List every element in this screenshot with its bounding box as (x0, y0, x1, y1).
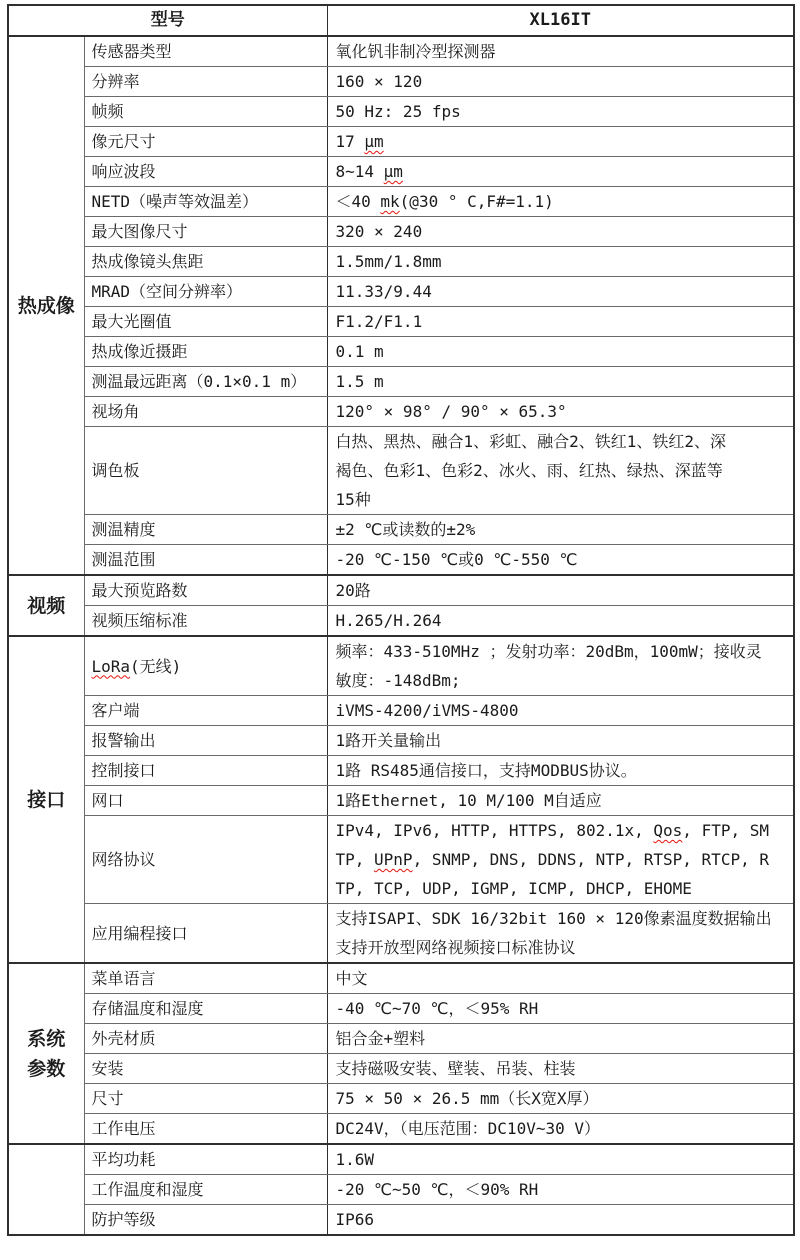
spec-value-cell: -20 ℃~50 ℃，＜90% RH (327, 1175, 794, 1205)
spec-row (8, 67, 794, 97)
spec-value-line: 15种 (335, 490, 371, 509)
spec-value-cell: H.265/H.264 (327, 606, 794, 637)
spec-value-cell: IPv4, IPv6, HTTP, HTTPS, 802.1x, Qos, FTP, SMTP, UPnP, SNMP, DNS, DDNS, NTP, RTSP, RTCP, RTP, TCP, UDP, IGMP, ICMP, DHCP, EHOME (327, 816, 794, 904)
spec-value-cell: DC24V，（电压范围：DC10V~30 V） (327, 1114, 794, 1145)
spec-row (8, 247, 794, 277)
spec-name-cell: 工作电压 (84, 1114, 327, 1145)
spec-name-cell: 传感器类型 (84, 36, 327, 67)
spec-name-cell: 最大预览路数 (84, 575, 327, 606)
spec-value-cell: 1路Ethernet, 10 M/100 M自适应 (327, 786, 794, 816)
spec-value-cell: 1.5mm/1.8mm (327, 247, 794, 277)
spec-row (8, 1084, 794, 1114)
spec-value-cell: IP66 (327, 1205, 794, 1236)
spec-row (8, 1054, 794, 1084)
misspelling-underline: Qos (653, 821, 683, 840)
spec-name-cell: 分辨率 (84, 67, 327, 97)
spec-name-cell: 网口 (84, 786, 327, 816)
spec-value-cell: F1.2/F1.1 (327, 307, 794, 337)
spec-value-cell: -40 ℃~70 ℃，＜95% RH (327, 994, 794, 1024)
spec-row (8, 307, 794, 337)
spec-value-cell: 中文 (327, 963, 794, 994)
spec-row (8, 127, 794, 157)
spec-row (8, 277, 794, 307)
spec-row (8, 816, 794, 904)
spec-name-cell: 调色板 (84, 427, 327, 515)
misspelling-underline: UPnP (374, 850, 413, 869)
spec-name-cell: 像元尺寸 (84, 127, 327, 157)
model-value-cell: XL16IT (327, 5, 794, 36)
spec-name-cell: 安装 (84, 1054, 327, 1084)
group-label-line: 接口 (27, 788, 66, 811)
spec-value-cell: 320 × 240 (327, 217, 794, 247)
group-cell-power-environment (8, 1144, 84, 1235)
spec-value-line: 褐色、色彩1、色彩2、冰火、雨、红热、绿热、深蓝等 (335, 461, 723, 480)
spec-value-cell: 75 × 50 × 26.5 mm（长X宽X厚） (327, 1084, 794, 1114)
spec-name-cell: 报警输出 (84, 726, 327, 756)
spec-value-cell: 11.33/9.44 (327, 277, 794, 307)
spec-row (8, 963, 794, 994)
spec-name-cell: 存储温度和湿度 (84, 994, 327, 1024)
spec-name-cell: 热成像镜头焦距 (84, 247, 327, 277)
spec-name-cell: 菜单语言 (84, 963, 327, 994)
spec-row (8, 636, 794, 696)
spec-name-cell: MRAD（空间分辨率） (84, 277, 327, 307)
spec-name-cell: 测温精度 (84, 515, 327, 545)
spec-row (8, 786, 794, 816)
spec-row (8, 187, 794, 217)
spec-row (8, 427, 794, 515)
spec-row (8, 575, 794, 606)
spec-name-cell: 热成像近摄距 (84, 337, 327, 367)
spec-name-cell: NETD（噪声等效温差） (84, 187, 327, 217)
spec-row (8, 994, 794, 1024)
spec-name-cell: 视场角 (84, 397, 327, 427)
group-label-line: 热成像 (17, 294, 75, 317)
group-cell-thermal-imaging (8, 36, 84, 575)
spec-value-cell: ±2 ℃或读数的±2% (327, 515, 794, 545)
spec-name-cell: 外壳材质 (84, 1024, 327, 1054)
spec-row (8, 1114, 794, 1145)
spec-value-cell (327, 427, 794, 515)
spec-row (8, 726, 794, 756)
spec-value-cell: ＜40 mk(@30 ° C,F#=1.1) (327, 187, 794, 217)
spec-value-cell: 0.1 m (327, 337, 794, 367)
spec-row (8, 756, 794, 786)
spec-name-cell: 尺寸 (84, 1084, 327, 1114)
spec-value-cell: iVMS-4200/iVMS-4800 (327, 696, 794, 726)
spec-row (8, 157, 794, 187)
group-label-line: 参数 (27, 1057, 66, 1080)
spec-row (8, 606, 794, 637)
spec-row (8, 515, 794, 545)
spec-value-cell: 160 × 120 (327, 67, 794, 97)
spec-value-cell: -20 ℃-150 ℃或0 ℃-550 ℃ (327, 545, 794, 576)
spec-value-cell: 50 Hz: 25 fps (327, 97, 794, 127)
spec-value-cell: 1路 RS485通信接口，支持MODBUS协议。 (327, 756, 794, 786)
spec-row (8, 217, 794, 247)
spec-row (8, 97, 794, 127)
spec-row (8, 545, 794, 576)
spec-row (8, 904, 794, 964)
spec-value-paragraph: 支持开放型网络视频接口标准协议 (335, 938, 576, 957)
spec-row (8, 337, 794, 367)
spec-name-cell: 网络协议 (84, 816, 327, 904)
spec-value-cell: 铝合金+塑料 (327, 1024, 794, 1054)
group-cell-interface (8, 636, 84, 963)
spec-name-cell: 测温最远距离（0.1×0.1 m） (84, 367, 327, 397)
spec-name-cell: LoRa(无线) (84, 636, 327, 696)
spec-row (8, 1175, 794, 1205)
spec-value-cell: 17 μm (327, 127, 794, 157)
spec-name-cell: 平均功耗 (84, 1144, 327, 1175)
misspelling-underline: LoRa (91, 656, 131, 676)
spec-table-body (8, 36, 794, 1235)
group-cell-system-params (8, 963, 84, 1144)
group-cell-video (8, 575, 84, 636)
spec-value-cell: 1.5 m (327, 367, 794, 397)
spec-name-cell: 最大光圈值 (84, 307, 327, 337)
spec-name-cell: 客户端 (84, 696, 327, 726)
spec-row (8, 1024, 794, 1054)
spec-name-cell: 防护等级 (84, 1205, 327, 1236)
spec-name-cell: 控制接口 (84, 756, 327, 786)
spec-name-cell: 测温范围 (84, 545, 327, 576)
spec-name-cell: 帧频 (84, 97, 327, 127)
spec-value-cell: 20路 (327, 575, 794, 606)
group-label-line: 系统 (27, 1027, 66, 1050)
spec-name-cell: 响应波段 (84, 157, 327, 187)
spec-name-cell: 最大图像尺寸 (84, 217, 327, 247)
spec-value-cell: 8~14 μm (327, 157, 794, 187)
spec-table (7, 4, 795, 1236)
spec-name-cell: 视频压缩标准 (84, 606, 327, 637)
spec-value-cell: 120° × 98° / 90° × 65.3° (327, 397, 794, 427)
misspelling-underline: μm (364, 132, 384, 151)
model-label-cell: 型号 (8, 5, 327, 36)
spec-row (8, 1144, 794, 1175)
misspelling-underline: mk (380, 192, 400, 211)
spec-name-cell: 应用编程接口 (84, 904, 327, 964)
misspelling-underline: μm (383, 162, 403, 181)
spec-value-cell: 频率：433-510MHz ；发射功率：20dBm，100mW；接收灵敏度：-148dBm; (327, 636, 794, 696)
spec-name-cell: 工作温度和湿度 (84, 1175, 327, 1205)
spec-value-cell: 1路开关量输出 (327, 726, 794, 756)
spec-value-cell: 支持磁吸安装、壁装、吊装、柱装 (327, 1054, 794, 1084)
spec-row (8, 1205, 794, 1236)
spec-row (8, 36, 794, 67)
spec-value-line: 白热、黑热、融合1、彩虹、融合2、铁红1、铁红2、深 (335, 432, 727, 451)
spec-value-cell: 1.6W (327, 1144, 794, 1175)
header-row (8, 5, 794, 36)
group-label-line: 视频 (27, 594, 66, 617)
spec-value-cell (327, 904, 794, 964)
spec-row (8, 367, 794, 397)
spec-row (8, 397, 794, 427)
spec-value-cell: 氧化钒非制冷型探测器 (327, 36, 794, 67)
spec-row (8, 696, 794, 726)
spec-value-paragraph: 支持ISAPI、SDK 16/32bit 160 × 120像素温度数据输出 (335, 909, 772, 928)
